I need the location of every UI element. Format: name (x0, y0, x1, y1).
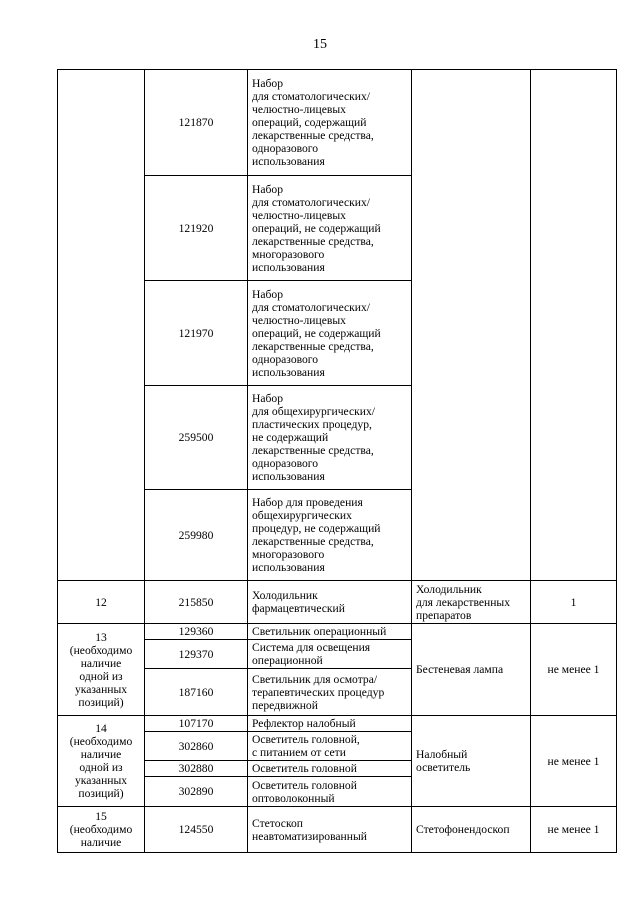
name-cell: Светильник для осмотра/ терапевтических процедур передвижной (248, 669, 412, 716)
name-cell: Осветитель головной, с питанием от сети (248, 732, 412, 761)
table-row (58, 807, 617, 853)
number-cell: 13 (необходимо наличие одной из указанных позиций) (58, 624, 145, 716)
name-cell: Светильник операционный (248, 624, 412, 640)
name-cell: Набор для стоматологических/ челюстно-лицевых операций, содержащий лекарственные средства, одноразового использования (248, 70, 412, 176)
name-cell: Система для освещения операционной (248, 640, 412, 669)
code-cell: 124550 (145, 807, 248, 853)
code-cell: 129360 (145, 624, 248, 640)
code-cell: 121920 (145, 176, 248, 281)
code-cell: 121970 (145, 281, 248, 386)
quantity-cell: 1 (531, 581, 617, 624)
code-cell: 107170 (145, 716, 248, 732)
requirement-cell: Холодильник для лекарственных препаратов (412, 581, 531, 624)
quantity-cell: не менее 1 (531, 807, 617, 853)
code-cell: 302880 (145, 761, 248, 777)
number-cell: 15 (необходимо наличие (58, 807, 145, 853)
equipment-table (57, 69, 617, 853)
code-cell: 259500 (145, 386, 248, 490)
name-cell: Набор для стоматологических/ челюстно-лицевых операций, не содержащий лекарственные средства, одноразового использования (248, 281, 412, 386)
name-cell: Холодильник фармацевтический (248, 581, 412, 624)
name-cell: Набор для стоматологических/ челюстно-лицевых операций, не содержащий лекарственные средства, многоразового использования (248, 176, 412, 281)
quantity-cell: не менее 1 (531, 624, 617, 716)
code-cell: 129370 (145, 640, 248, 669)
quantity-cell-continued (531, 70, 617, 581)
name-cell: Осветитель головной (248, 761, 412, 777)
number-cell: 14 (необходимо наличие одной из указанных позиций) (58, 716, 145, 807)
name-cell: Осветитель головной оптоволоконный (248, 777, 412, 807)
code-cell: 302860 (145, 732, 248, 761)
number-cell-continued (58, 70, 145, 581)
quantity-cell: не менее 1 (531, 716, 617, 807)
name-cell: Набор для общехирургических/ пластических процедур, не содержащий лекарственные средства, одноразового использования (248, 386, 412, 490)
code-cell: 215850 (145, 581, 248, 624)
requirement-cell: Налобный осветитель (412, 716, 531, 807)
table-row (58, 716, 617, 732)
requirement-cell: Бестеневая лампа (412, 624, 531, 716)
name-cell: Набор для проведения общехирургических процедур, не содержащий лекарственные средства, многоразового использования (248, 490, 412, 581)
code-cell: 259980 (145, 490, 248, 581)
table-row (58, 70, 617, 176)
requirement-cell: Стетофонендоскоп (412, 807, 531, 853)
table-row (58, 624, 617, 640)
requirement-cell-continued (412, 70, 531, 581)
table-row (58, 581, 617, 624)
name-cell: Рефлектор налобный (248, 716, 412, 732)
code-cell: 187160 (145, 669, 248, 716)
number-cell: 12 (58, 581, 145, 624)
page-number: 15 (313, 37, 327, 52)
code-cell: 121870 (145, 70, 248, 176)
name-cell: Стетоскоп неавтоматизированный (248, 807, 412, 853)
code-cell: 302890 (145, 777, 248, 807)
